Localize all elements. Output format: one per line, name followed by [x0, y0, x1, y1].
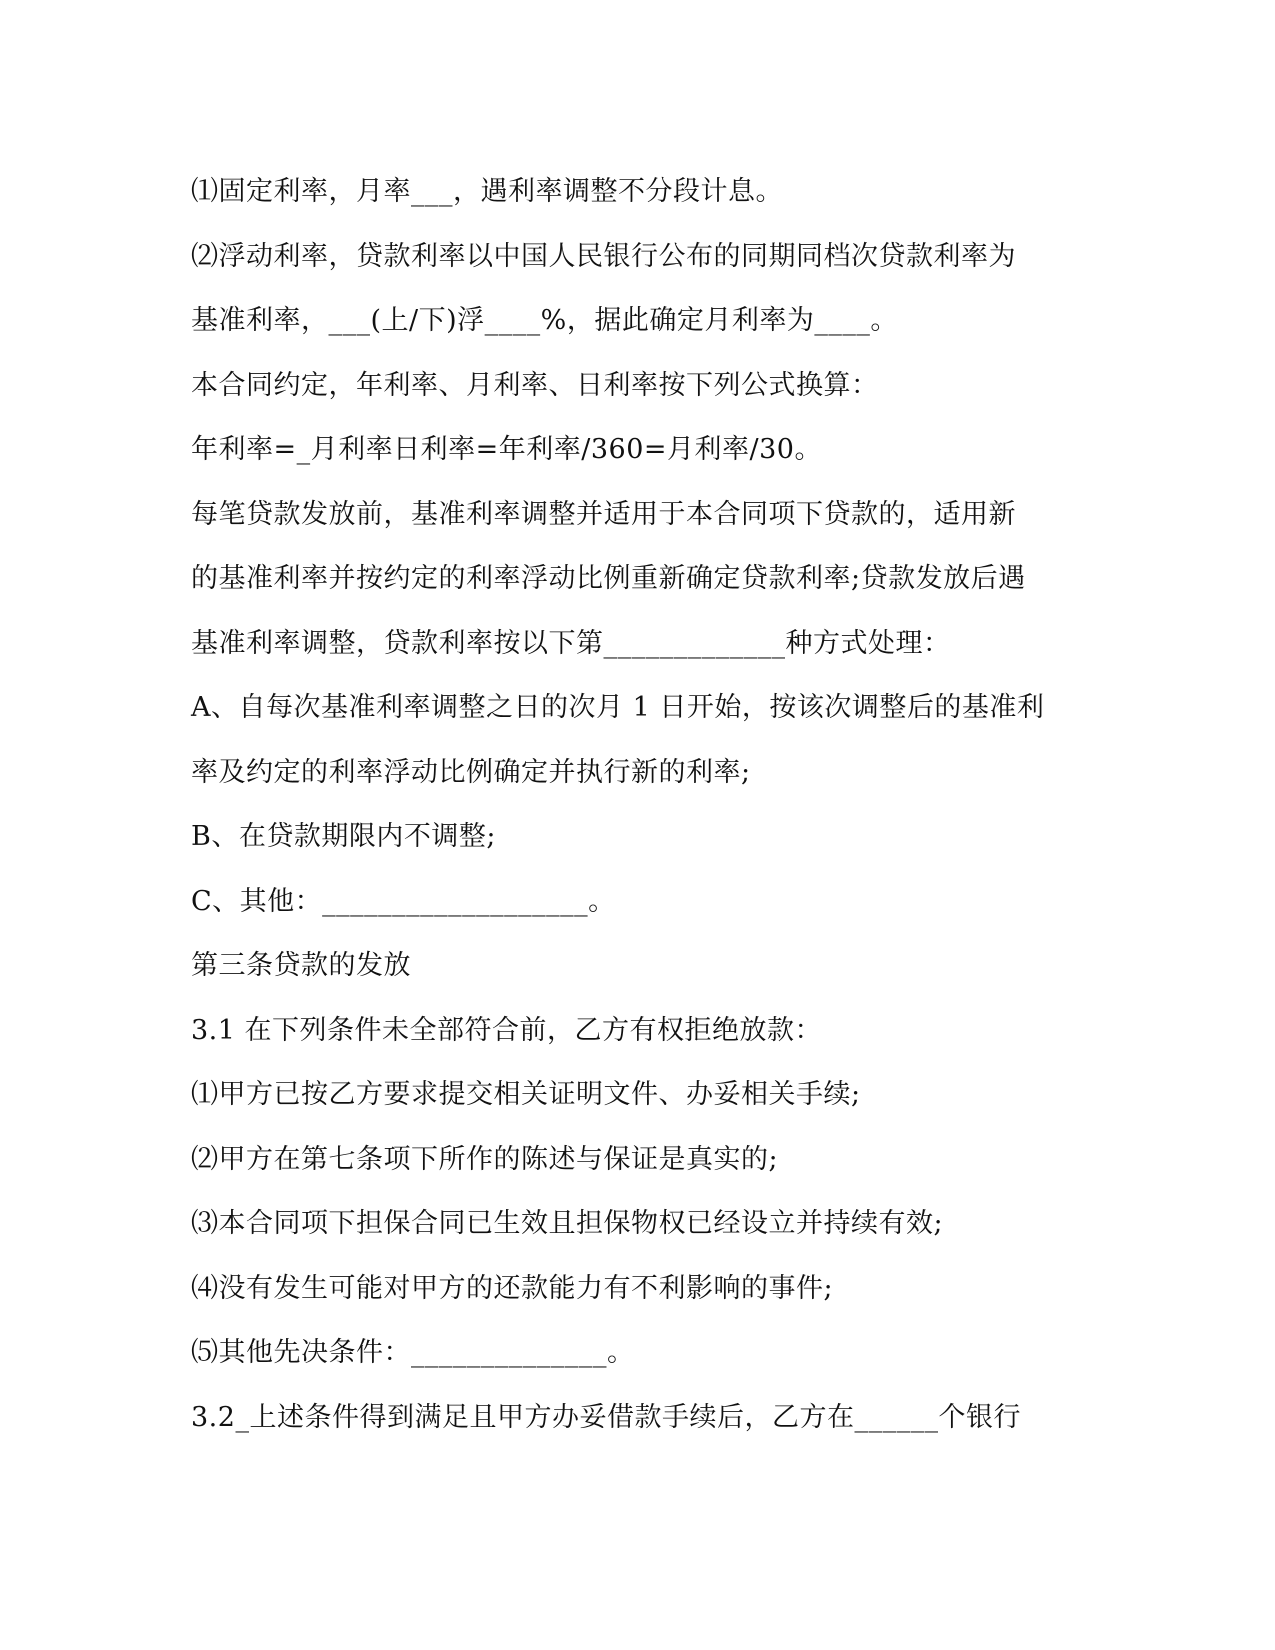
text-line: 率及约定的利率浮动比例确定并执行新的利率;	[191, 756, 751, 788]
text-line: ⑴固定利率，月率___，遇利率调整不分段计息。	[191, 176, 783, 207]
document-body	[191, 160, 1091, 1450]
text-line: 的基准利率并按约定的利率浮动比例重新确定贷款利率;贷款发放后遇	[191, 563, 1026, 594]
text-line: C、其他：___________________。	[191, 885, 616, 917]
text-line: 基准利率，___(上/下)浮____%，据此确定月利率为____。	[191, 305, 898, 336]
text-line: A、自每次基准利率调整之日的次月 1 日开始，按该次调整后的基准利	[191, 692, 1045, 723]
text-line: ⑸其他先决条件：______________。	[191, 1337, 635, 1368]
text-line: B、在贷款期限内不调整;	[191, 821, 496, 852]
text-line: 3.1 在下列条件未全部符合前，乙方有权拒绝放款：	[191, 1014, 823, 1046]
text-line: 每笔贷款发放前，基准利率调整并适用于本合同项下贷款的，适用新	[191, 498, 1016, 530]
text-line: ⑵浮动利率，贷款利率以中国人民银行公布的同期同档次贷款利率为	[191, 240, 1016, 272]
text-line: ⑵甲方在第七条项下所作的陈述与保证是真实的;	[191, 1143, 779, 1175]
text-line: ⑷没有发生可能对甲方的还款能力有不利影响的事件;	[191, 1272, 834, 1304]
text-line: ⑴甲方已按乙方要求提交相关证明文件、办妥相关手续;	[191, 1079, 861, 1110]
text-line: 3.2_上述条件得到满足且甲方办妥借款手续后，乙方在______个银行	[191, 1401, 1021, 1433]
text-line: ⑶本合同项下担保合同已生效且担保物权已经设立并持续有效;	[191, 1208, 944, 1239]
section-heading: 第三条贷款的发放	[191, 950, 411, 981]
text-line: 本合同约定，年利率、月利率、日利率按下列公式换算：	[191, 369, 879, 401]
text-line: 年利率=_月利率日利率=年利率/360=月利率/30。	[191, 434, 822, 465]
text-line: 基准利率调整，贷款利率按以下第_____________种方式处理：	[191, 627, 951, 659]
